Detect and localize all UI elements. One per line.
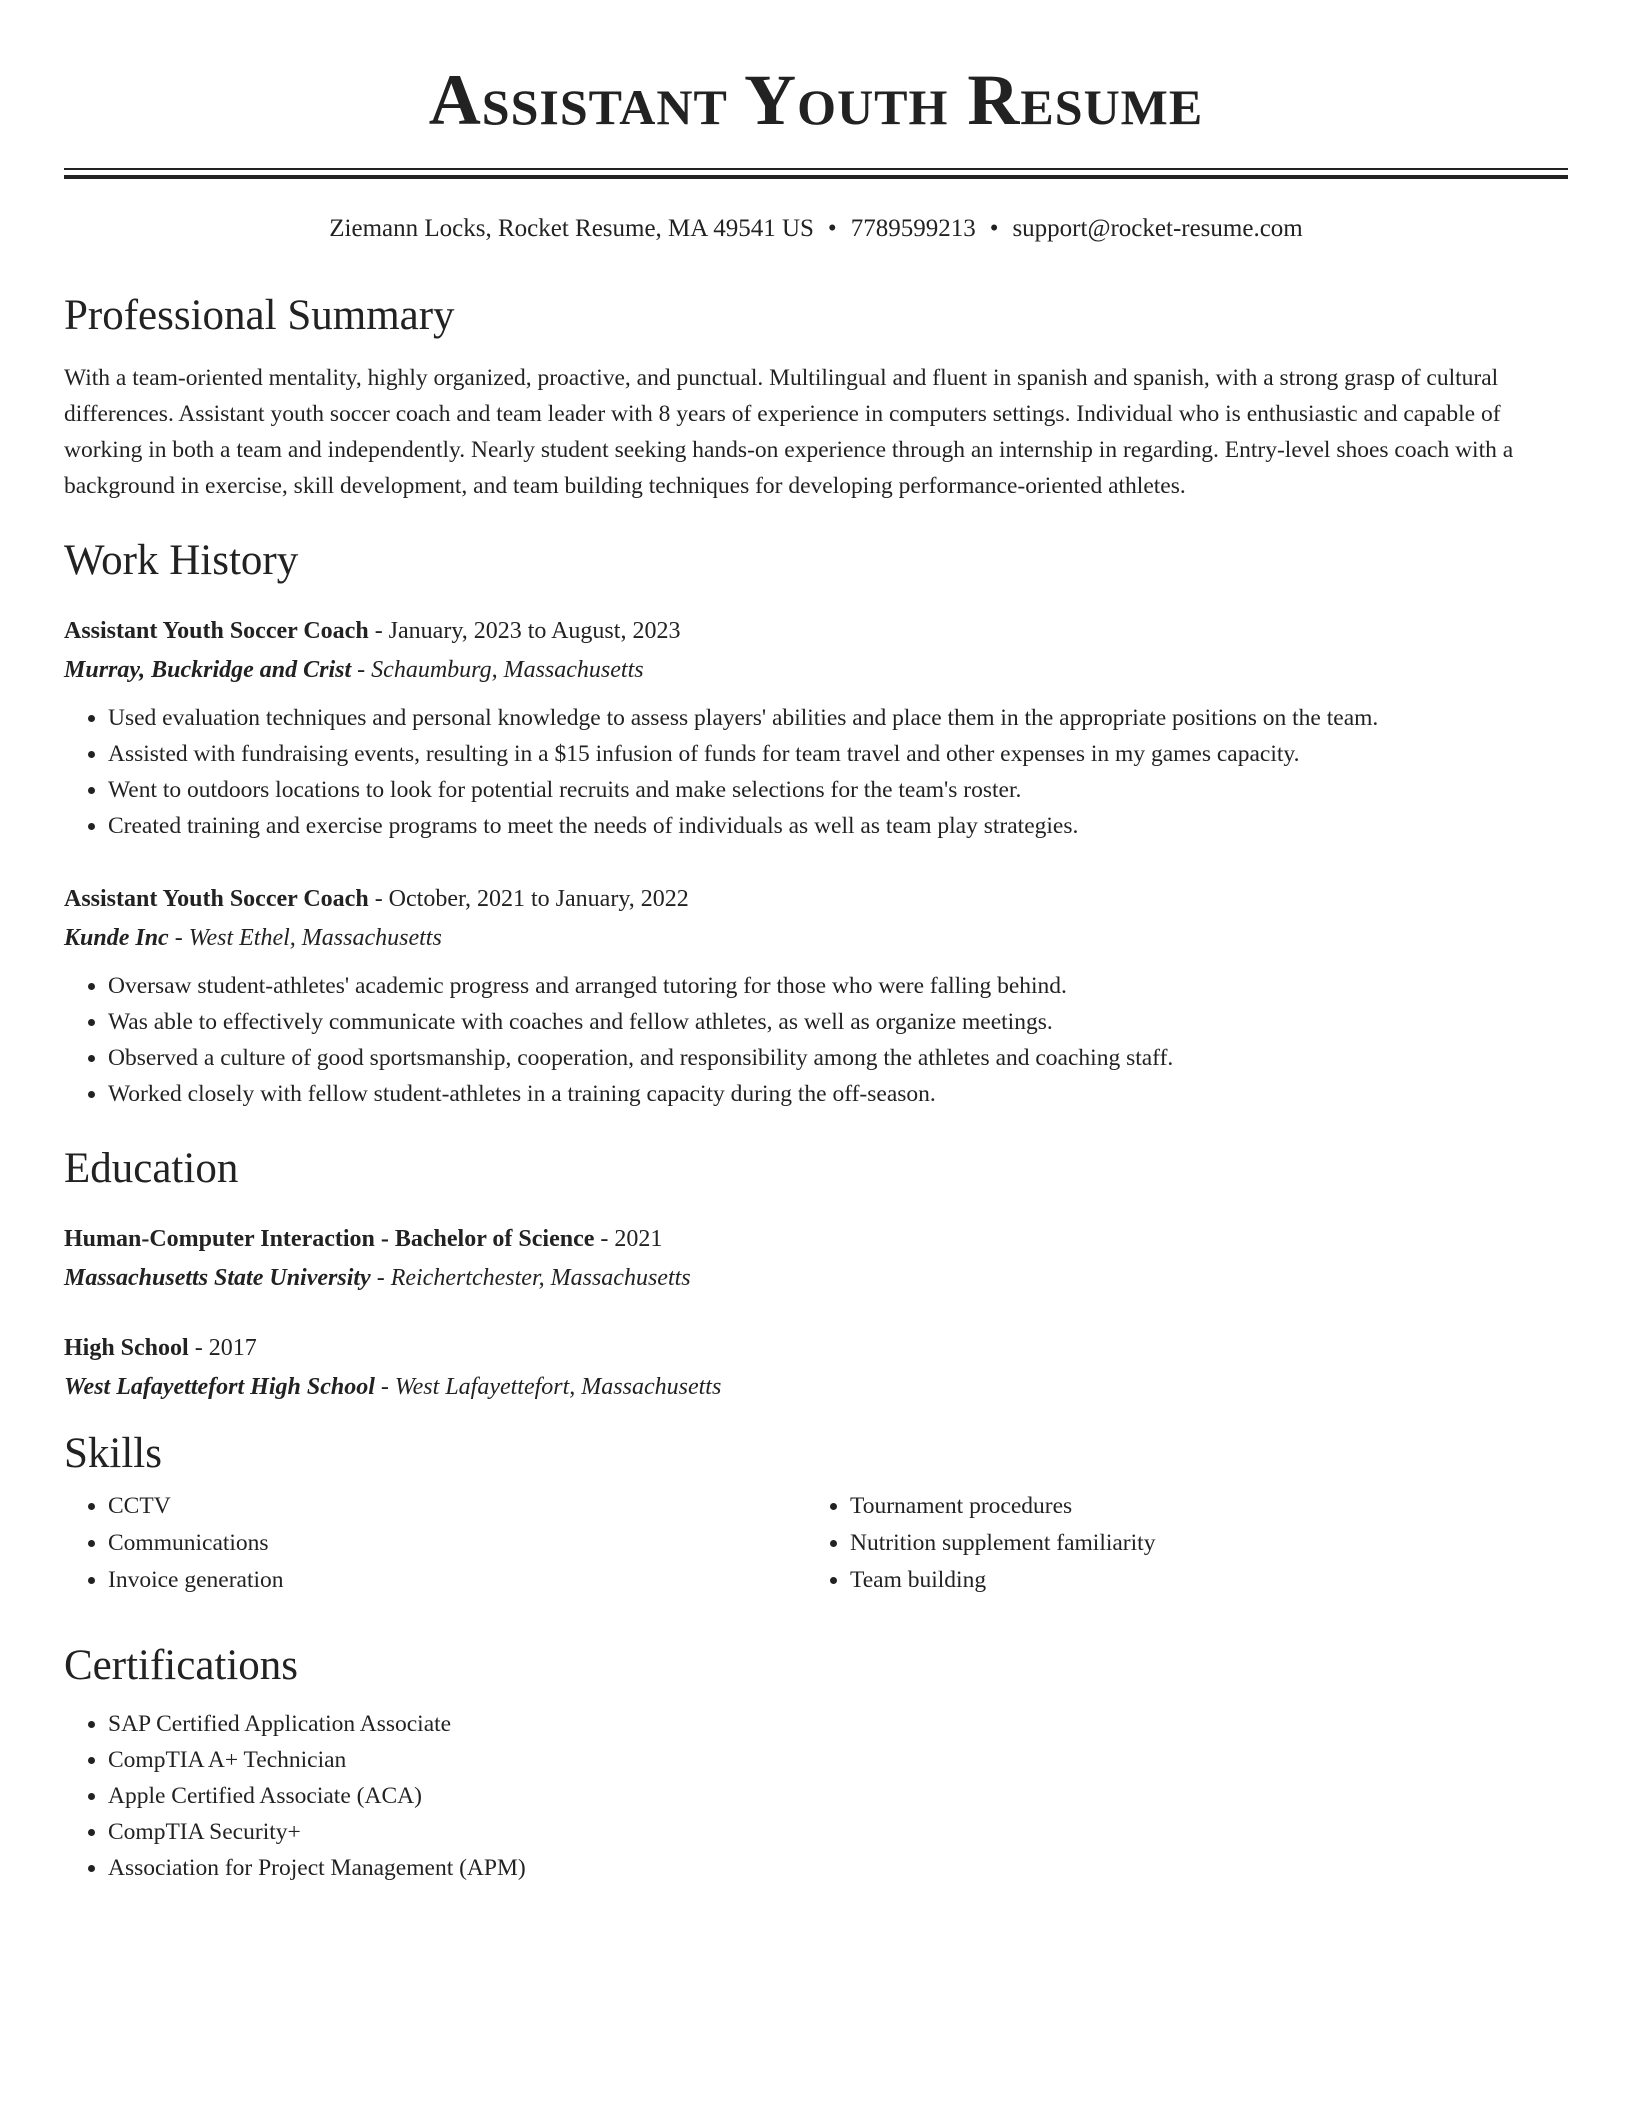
- skills-column-left: [64, 1488, 806, 1599]
- work-heading: Work History: [64, 537, 299, 584]
- job-duty: • Was able to effectively communicate with coaches and fellow athletes, as well as organize meetings.: [108, 1004, 1568, 1040]
- resume-title: Assistant Youth Resume: [428, 60, 1204, 140]
- job-title: Assistant Youth Soccer Coach: [64, 886, 369, 912]
- summary-section: [64, 290, 1568, 504]
- certifications-list: [64, 1706, 1568, 1886]
- certification-item: • Apple Certified Associate (ACA): [108, 1778, 1568, 1814]
- skill-item: • Tournament procedures: [850, 1488, 1548, 1525]
- certification-item: • Association for Project Management (APM): [108, 1850, 1568, 1886]
- skills-section: [64, 1428, 1568, 1599]
- summary-text: With a team-oriented mentality, highly organized, proactive, and punctual. Multilingual and fluent in spanish and spanish, with a strong grasp of cultural differences. Assistant youth soccer coach and team leader with 8 years of experience in computers settings. Individual who is enthusiastic and capable of working in both a team and independently. Nearly student seeking hands-on experience through an internship in regarding. Entry-level shoes coach with a background in exercise, skill development, and team building techniques for developing performance-oriented athletes.: [64, 365, 1514, 499]
- education-entry: [64, 1220, 1568, 1298]
- education-heading: Education: [64, 1145, 239, 1192]
- education-degree: High School: [64, 1335, 189, 1361]
- education-school: Massachusetts State University: [64, 1265, 371, 1291]
- education-entry: [64, 1329, 1568, 1407]
- contact-phone: 7789599213: [850, 215, 976, 242]
- job-duty: • Assisted with fundraising events, resulting in a $15 infusion of funds for team travel and other expenses in my games capacity.: [108, 736, 1568, 772]
- job-location: - West Ethel, Massachusetts: [168, 925, 442, 951]
- job-title: Assistant Youth Soccer Coach: [64, 618, 369, 644]
- education-year: - 2017: [188, 1335, 257, 1361]
- education-location: - West Lafayettefort, Massachusetts: [374, 1374, 722, 1400]
- education-header: [64, 1220, 1568, 1258]
- job-location: - Schaumburg, Massachusetts: [351, 657, 644, 683]
- education-degree: Human-Computer Interaction - Bachelor of Science: [64, 1226, 595, 1252]
- job-duties: [64, 700, 1568, 844]
- skill-item: • Team building: [850, 1562, 1548, 1599]
- certifications-heading: Certifications: [64, 1642, 299, 1689]
- skill-item: • Nutrition supplement familiarity: [850, 1525, 1548, 1562]
- job-duty: • Used evaluation techniques and personal knowledge to assess players' abilities and place them in the appropriate positions on the team.: [108, 700, 1568, 736]
- contact-separator: •: [989, 215, 999, 242]
- job-duty: • Observed a culture of good sportsmanship, cooperation, and responsibility among the athletes and coaching staff.: [108, 1040, 1568, 1076]
- education-location: - Reichertchester, Massachusetts: [370, 1265, 691, 1291]
- work-section: [64, 535, 1568, 587]
- job-company: Kunde Inc: [64, 925, 169, 951]
- education-school: West Lafayettefort High School: [64, 1374, 375, 1400]
- education-header: [64, 1329, 1568, 1367]
- job-duties: [64, 968, 1568, 1112]
- certification-item: • CompTIA Security+: [108, 1814, 1568, 1850]
- skill-item: • Invoice generation: [108, 1562, 806, 1599]
- education-year: - 2021: [594, 1226, 663, 1252]
- skill-item: • Communications: [108, 1525, 806, 1562]
- job-entry: [64, 880, 1568, 1112]
- job-dates: - October, 2021 to January, 2022: [368, 886, 689, 912]
- job-duty: • Went to outdoors locations to look for potential recruits and make selections for the team's roster.: [108, 772, 1568, 808]
- job-company-line: [64, 918, 1568, 958]
- education-section: [64, 1143, 1568, 1195]
- certifications-section: [64, 1640, 1568, 1886]
- job-duty: • Worked closely with fellow student-athletes in a training capacity during the off-season.: [108, 1076, 1568, 1112]
- contact-email: support@rocket-resume.com: [1012, 215, 1303, 242]
- skill-item: • CCTV: [108, 1488, 806, 1525]
- job-entry: [64, 612, 1568, 844]
- education-school-line: [64, 1367, 1568, 1407]
- contact-separator: •: [827, 215, 837, 242]
- certification-item: • CompTIA A+ Technician: [108, 1742, 1568, 1778]
- job-company-line: [64, 650, 1568, 690]
- job-header: [64, 612, 1568, 650]
- summary-heading: Professional Summary: [64, 292, 455, 339]
- job-company: Murray, Buckridge and Crist: [64, 657, 352, 683]
- certification-item: • SAP Certified Application Associate: [108, 1706, 1568, 1742]
- skills-heading: Skills: [64, 1430, 162, 1477]
- job-dates: - January, 2023 to August, 2023: [368, 618, 681, 644]
- title-double-rule: [64, 168, 1568, 179]
- job-header: [64, 880, 1568, 918]
- job-duty: • Oversaw student-athletes' academic progress and arranged tutoring for those who were falling behind.: [108, 968, 1568, 1004]
- contact-line: [64, 213, 1568, 245]
- skills-grid: [64, 1488, 1568, 1599]
- education-school-line: [64, 1258, 1568, 1298]
- contact-address: Ziemann Locks, Rocket Resume, MA 49541 US: [329, 215, 814, 242]
- job-duty: • Created training and exercise programs to meet the needs of individuals as well as team play strategies.: [108, 808, 1568, 844]
- skills-column-right: [806, 1488, 1548, 1599]
